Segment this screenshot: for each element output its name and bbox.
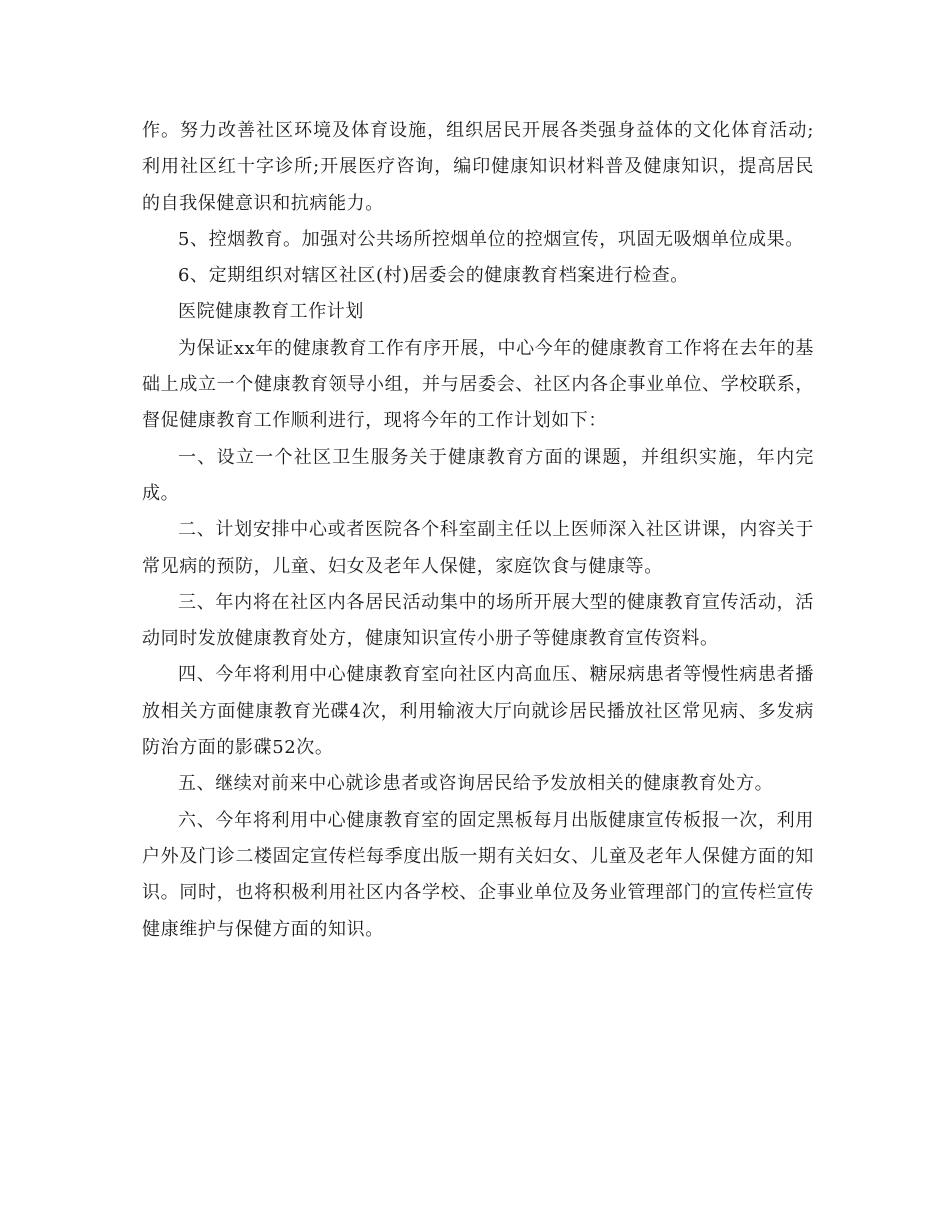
paragraph-item-5-tobacco-control: 5、控烟教育。加强对公共场所控烟单位的控烟宣传，巩固无吸烟单位成果。 bbox=[178, 228, 804, 250]
paragraph-plan-item-2: 二、计划安排中心或者医院各个科室副主任以上医师深入社区讲课，内容关于常见病的预防，儿童、妇女及老年人保健，家庭饮食与健康等。 bbox=[142, 519, 814, 577]
paragraph-continuation: 作。努力改善社区环境及体育设施，组织居民开展各类强身益体的文化体育活动;利用社区红十字诊所;开展医疗咨询，编印健康知识材料普及健康知识，提高居民的自我保健意识和抗病能力。 bbox=[142, 120, 814, 214]
paragraph-plan-item-6: 六、今年将利用中心健康教育室的固定黑板每月出版健康宣传板报一次，利用户外及门诊二楼固定宣传栏每季度出版一期有关妇女、儿童及老年人保健方面的知识。同时，也将积极利用社区内各学校、企事业单位及务业管理部门的宣传栏宣传健康维护与保健方面的知识。 bbox=[142, 809, 814, 940]
paragraph-plan-item-4: 四、今年将利用中心健康教育室向社区内高血压、糖尿病患者等慢性病患者播放相关方面健康教育光碟4次，利用输液大厅向就诊居民播放社区常见病、多发病防治方面的影碟52次。 bbox=[142, 664, 814, 759]
document-body bbox=[142, 113, 814, 948]
paragraph-plan-item-3: 三、年内将在社区内各居民活动集中的场所开展大型的健康教育宣传活动，活动同时发放健康教育处方，健康知识宣传小册子等健康教育宣传资料。 bbox=[142, 591, 814, 650]
paragraph-plan-item-1: 一、设立一个社区卫生服务关于健康教育方面的课题，并组织实施，年内完成。 bbox=[142, 446, 814, 504]
paragraph-plan-item-5: 五、继续对前来中心就诊患者或咨询居民给予发放相关的健康教育处方。 bbox=[178, 773, 774, 795]
paragraph-intro: 为保证xx年的健康教育工作有序开展，中心今年的健康教育工作将在去年的基础上成立一个健康教育领导小组，并与居委会、社区内各企事业单位、学校联系，督促健康教育工作顺利进行，现将今年的工作计划如下： bbox=[142, 337, 814, 432]
paragraph-item-6-inspection: 6、定期组织对辖区社区(村)居委会的健康教育档案进行检查。 bbox=[178, 265, 689, 287]
section-heading: 医院健康教育工作计划 bbox=[178, 301, 364, 323]
